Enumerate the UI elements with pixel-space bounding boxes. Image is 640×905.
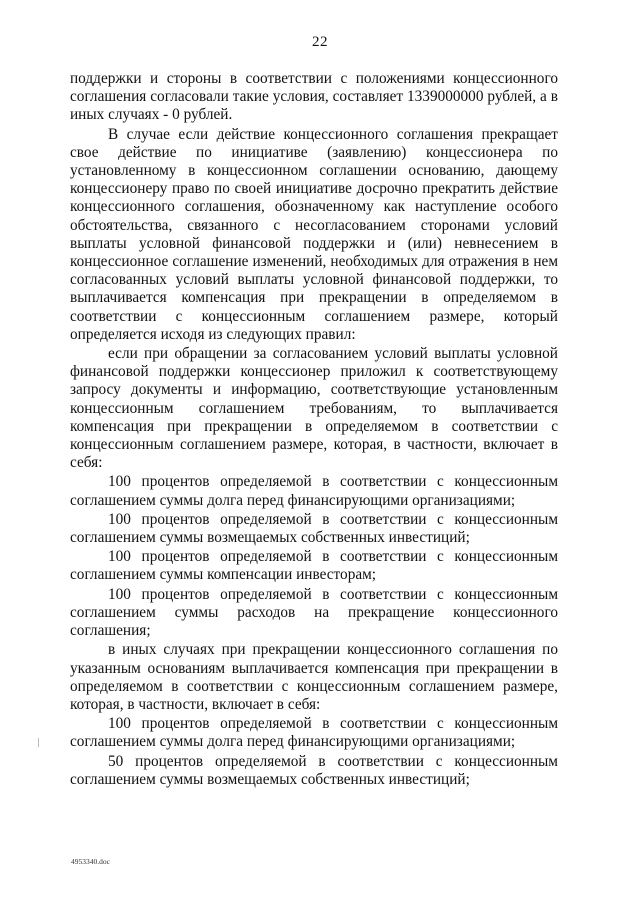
list-item-debt-100-other: 100 процентов определяемой в соответствии с концессионным соглашением суммы долга перед финансирующими организациями;: [70, 715, 558, 751]
list-item-investor-compensation-100: 100 процентов определяемой в соответствии с концессионным соглашением суммы компенсации инвесторам;: [70, 548, 558, 584]
footer-document-code: 4953340.doc: [71, 857, 110, 866]
paragraph-rule-documents-provided: если при обращении за согласованием условий выплаты условной финансовой поддержки концессионер приложил к соответствующему запросу документы и информацию, соответствующие установленным концессионным соглашением требованиям, то выплачивается компенсация при прекращении в определяемом в соответствии с концессионным соглашением размере, которая, в частности, включает в себя:: [70, 345, 558, 472]
paragraph-rule-other-cases: в иных случаях при прекращении концессионного соглашения по указанным основаниям выплачивается компенсация при прекращении в определяемом в соответствии с концессионным соглашением размере, которая, в частности, включает в себя:: [70, 641, 558, 713]
list-item-debt-100: 100 процентов определяемой в соответствии с концессионным соглашением суммы долга перед финансирующими организациями;: [70, 473, 558, 509]
margin-mark: [38, 738, 39, 747]
document-body: [70, 70, 558, 790]
list-item-investments-100: 100 процентов определяемой в соответствии с концессионным соглашением суммы возмещаемых собственных инвестиций;: [70, 510, 558, 547]
paragraph-continuation: поддержки и стороны в соответствии с положениями концессионного соглашения согласовали такие условия, составляет 1339000000 рублей, а в иных случаях - 0 рублей.: [70, 70, 558, 124]
list-item-termination-expenses-100: 100 процентов определяемой в соответствии с концессионным соглашением суммы расходов на прекращение концессионного соглашения;: [70, 585, 558, 640]
list-item-investments-50: 50 процентов определяемой в соответствии с концессионным соглашением суммы возмещаемых собственных инвестиций;: [70, 752, 558, 788]
paragraph-termination-initiative: В случае если действие концессионного соглашения прекращает свое действие по инициативе (заявлению) концессионера по установленному в концессионном соглашении основанию, дающему концессионеру право по своей инициативе досрочно прекратить действие концессионного соглашения, обозначенному как наступление особого обстоятельства, связанного с несогласованием сторонами условий выплаты условной финансовой поддержки и (или) невнесением в концессионное соглашение изменений, необходимых для отражения в нем согласованных условий выплаты условной финансовой поддержки, то выплачивается компенсация при прекращении в определяемом в соответствии с концессионным соглашением размере, который определяется исходя из следующих правил:: [70, 125, 558, 343]
page-number: 22: [312, 34, 328, 50]
